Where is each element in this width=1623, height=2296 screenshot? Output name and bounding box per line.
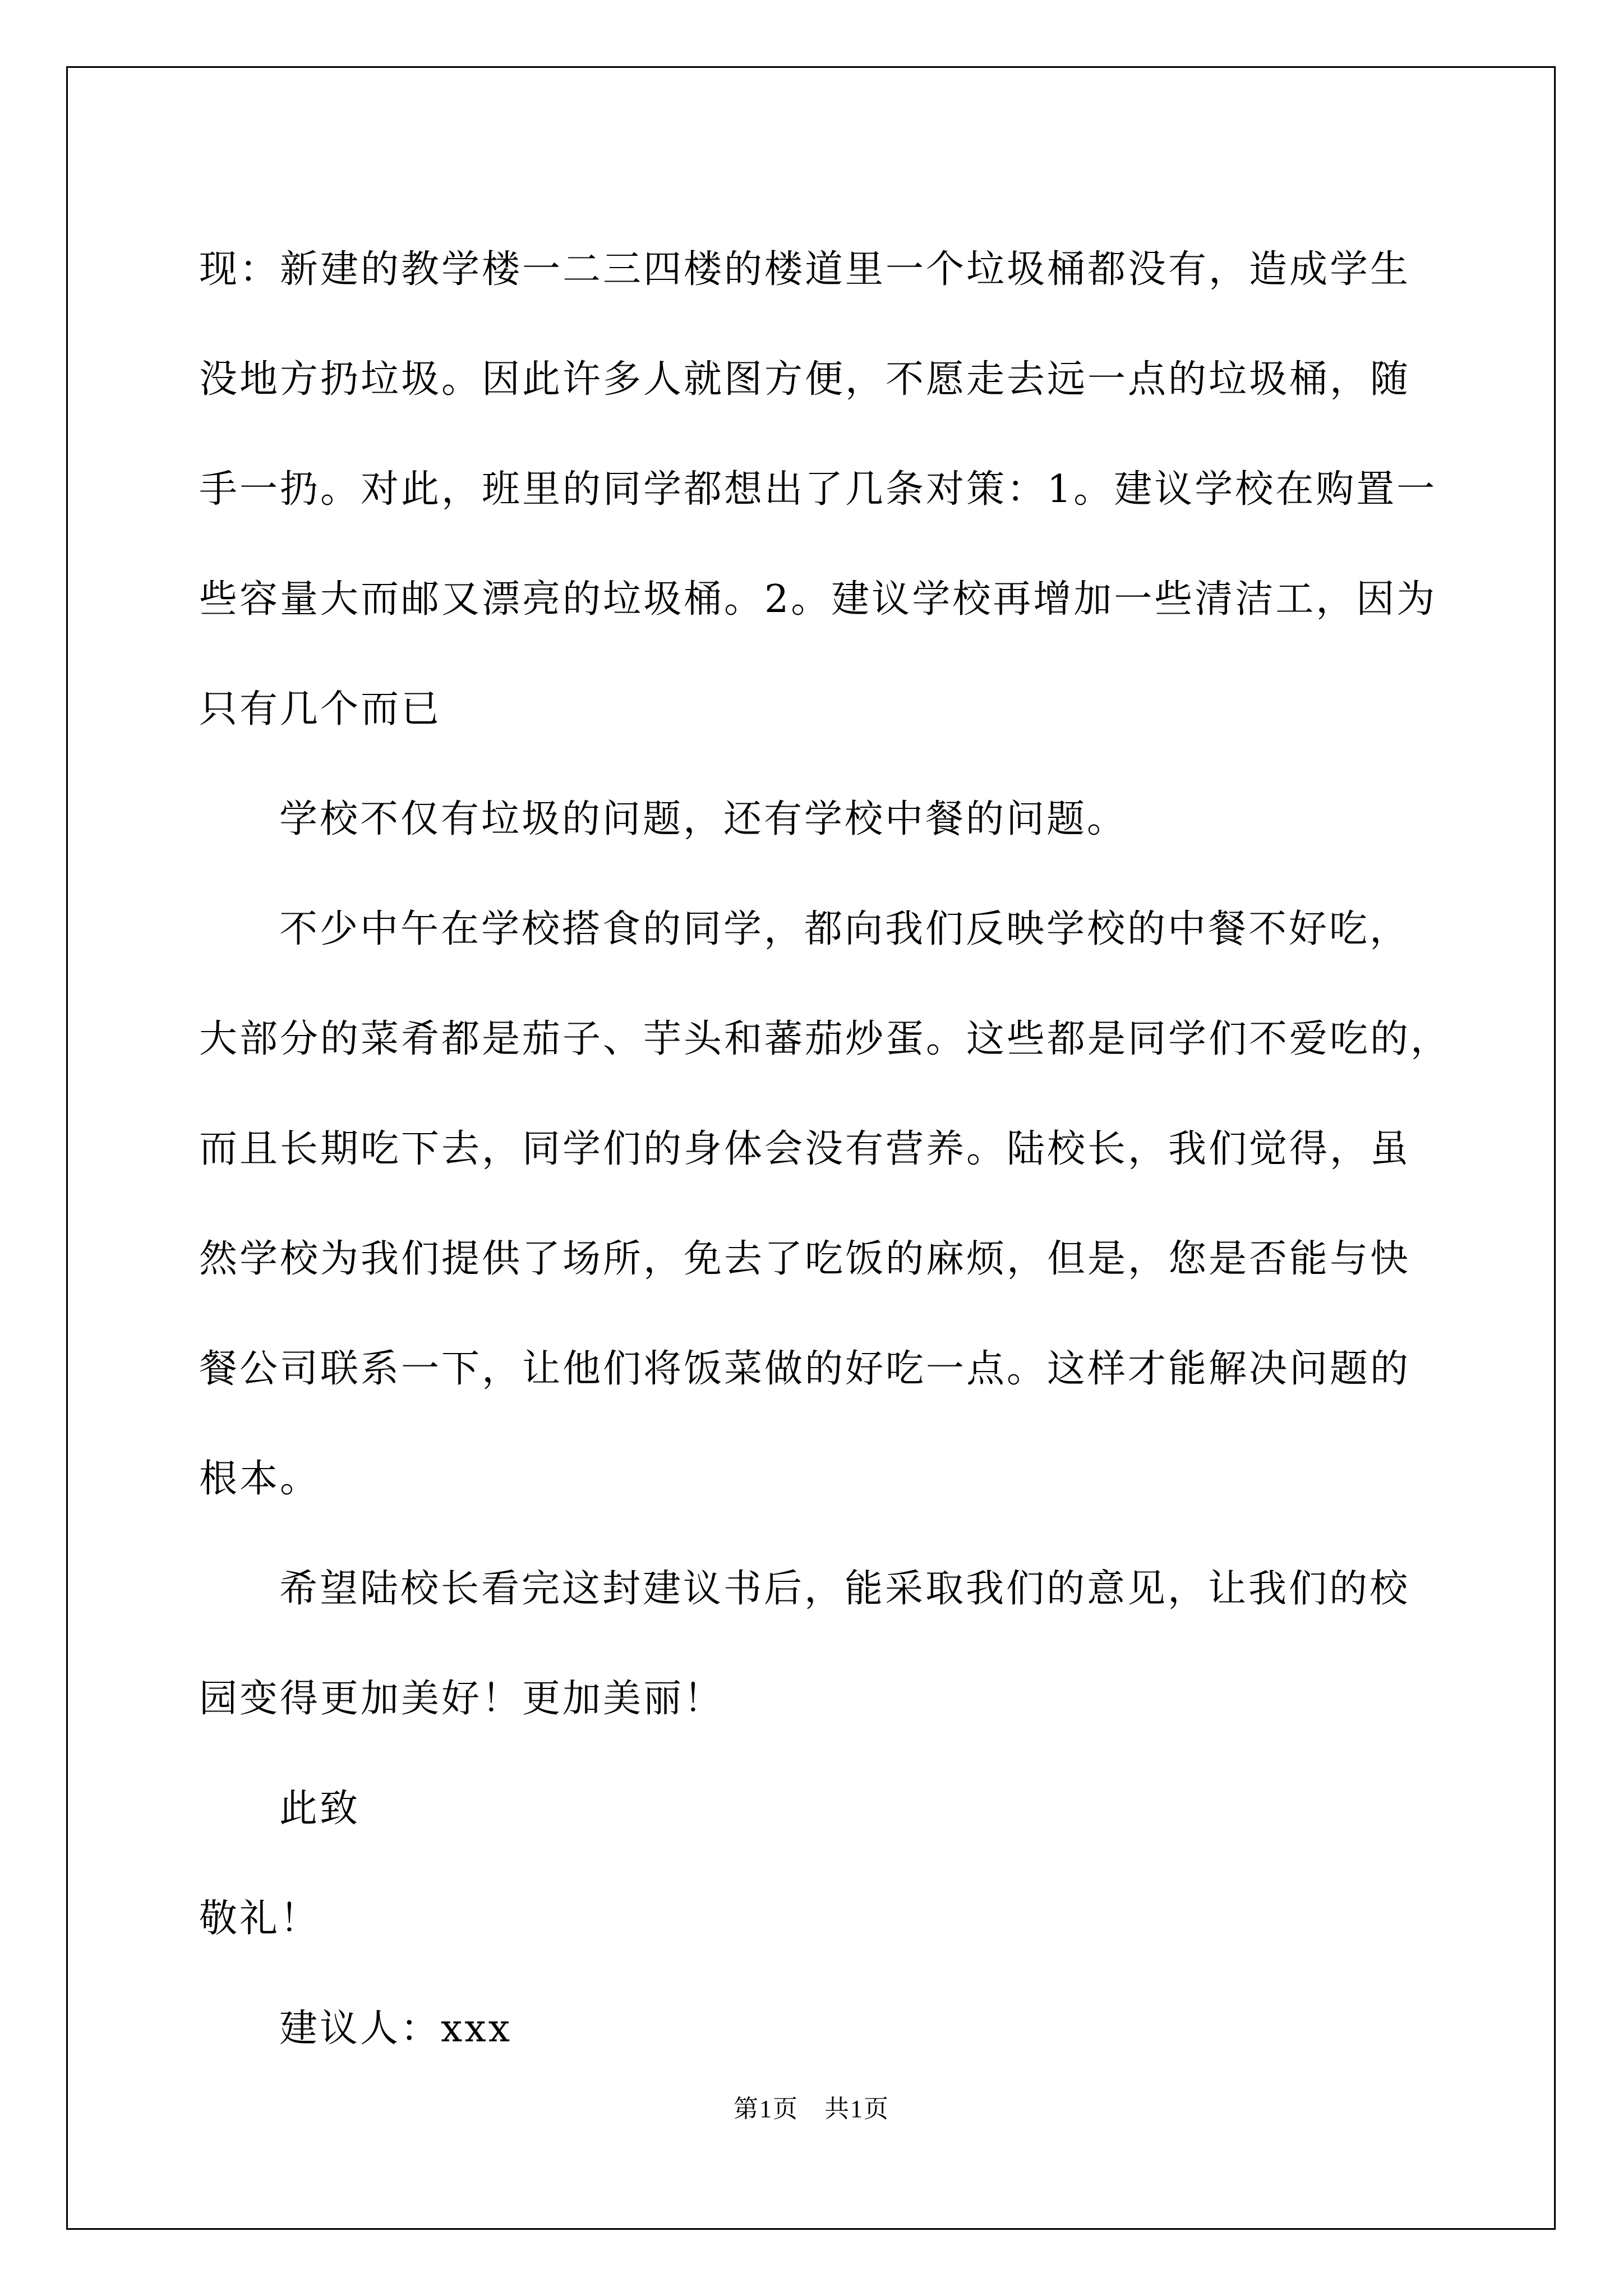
paragraph-1-line-1: 现：新建的教学楼一二三四楼的楼道里一个垃圾桶都没有，造成学生 bbox=[199, 247, 1411, 292]
paragraph-5-line-1: 此致 bbox=[279, 1787, 361, 1831]
paragraph-1-line-5: 只有几个而已 bbox=[199, 687, 442, 731]
paragraph-3-line-4: 然学校为我们提供了场所，免去了吃饭的麻烦，但是，您是否能与快 bbox=[199, 1237, 1411, 1281]
paragraph-7-line-1: 建议人：xxx bbox=[279, 2007, 513, 2051]
paragraph-1-line-2: 没地方扔垃圾。因此许多人就图方便，不愿走去远一点的垃圾桶，随 bbox=[199, 357, 1411, 402]
document-body bbox=[199, 215, 1455, 2084]
paragraph-4-line-1: 希望陆校长看完这封建议书后，能采取我们的意见，让我们的校 bbox=[279, 1567, 1410, 1611]
page-footer bbox=[0, 2092, 1623, 2126]
page-number-current: 第1页 bbox=[734, 2095, 799, 2123]
paragraph-2-line-1: 学校不仅有垃圾的问题，还有学校中餐的问题。 bbox=[279, 797, 1128, 841]
paragraph-3-line-5: 餐公司联系一下，让他们将饭菜做的好吃一点。这样才能解决问题的 bbox=[199, 1347, 1411, 1391]
page-number-total: 共1页 bbox=[824, 2095, 889, 2123]
paragraph-4-line-2: 园变得更加美好！更加美丽！ bbox=[199, 1677, 725, 1721]
paragraph-3-line-3: 而且长期吃下去，同学们的身体会没有营养。陆校长，我们觉得，虽 bbox=[199, 1127, 1411, 1171]
paragraph-3-line-2: 大部分的菜肴都是茄子、芋头和蕃茄炒蛋。这些都是同学们不爱吃的， bbox=[199, 1017, 1451, 1061]
paragraph-1-line-3: 手一扔。对此，班里的同学都想出了几条对策：1。建议学校在购置一 bbox=[199, 467, 1437, 512]
paragraph-6-line-1: 敬礼！ bbox=[199, 1897, 321, 1941]
paragraph-3-line-1: 不少中午在学校搭食的同学，都向我们反映学校的中餐不好吃， bbox=[279, 907, 1410, 951]
paragraph-3-line-6: 根本。 bbox=[199, 1457, 321, 1501]
paragraph-1-line-4: 些容量大而邮又漂亮的垃圾桶。2。建议学校再增加一些清洁工，因为 bbox=[199, 577, 1437, 622]
